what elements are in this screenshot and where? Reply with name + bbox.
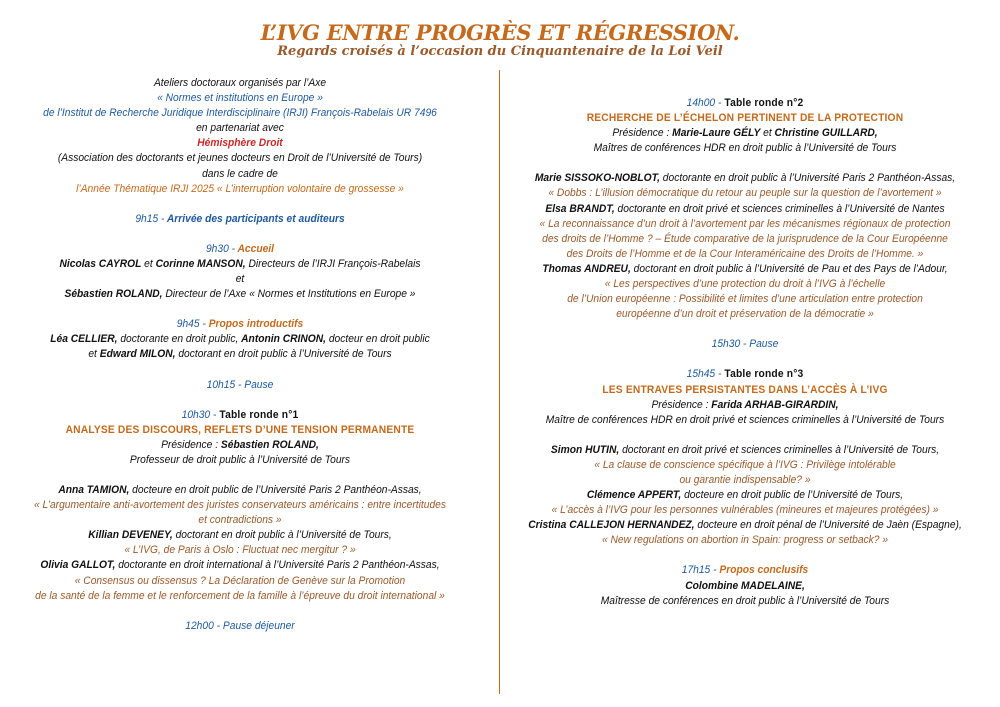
speaker-role: doctorant en droit public à l’Université de Pau et des Pays de l’Adour, — [630, 262, 948, 275]
left-column — [17, 76, 463, 634]
slot-time: 9h15 - — [135, 212, 165, 225]
slot-time: 14h00 - — [686, 97, 722, 109]
speaker-name: Olivia GALLOT, — [40, 559, 116, 572]
text: et — [88, 348, 100, 361]
speaker-role: Directeur de l’Axe « Normes et Institutions en Europe » — [162, 288, 416, 301]
speaker-name: Elsa BRANDT, — [545, 202, 615, 215]
speaker-name: Simon HUTIN, — [550, 443, 620, 456]
speaker-name: Colombine MADELAINE, — [685, 579, 805, 592]
talk-title: « L’argumentaire anti-avortement des juristes conservateurs américains : entre incertitudes — [34, 499, 446, 512]
intro-institute: de l’Institut de Recherche Juridique Interdisciplinaire (IRJI) François-Rabelais UR 7496 — [43, 107, 437, 120]
talk-title: européenne d’un droit et préservation de la démocratie » — [616, 308, 874, 321]
speaker-name: Sébastien ROLAND, — [220, 438, 319, 451]
speaker-role: Professeur de droit public à l’Université de Tours — [129, 453, 351, 466]
speaker-name: Marie-Laure GÉLY — [672, 127, 761, 140]
presidency-label: Présidence : — [612, 127, 673, 140]
speaker-name: Sébastien ROLAND, — [64, 288, 163, 301]
presidency-label: Présidence : — [651, 398, 712, 411]
slot-time: 9h30 - — [205, 242, 236, 255]
speaker-name: Corinne MANSON, — [155, 257, 246, 270]
right-column — [514, 96, 977, 609]
speaker-role: Maître de conférences HDR en droit privé et sciences criminelles à l’Université de Tours — [545, 413, 945, 426]
speaker-role: docteure en droit public de l’Université Paris 2 Panthéon-Assas, — [129, 483, 422, 496]
talk-title: « La clause de conscience spécifique à l’IVG : Privilège intolérable — [594, 458, 896, 471]
talk-title: « La reconnaissance d’un droit à l’avortement par les mécanismes régionaux de protection — [539, 217, 951, 230]
speaker-role: doctorant en droit public à l’Université de Tours — [175, 348, 392, 361]
speaker-name: Léa CELLIER, — [50, 333, 118, 346]
intro-line: en partenariat avec — [196, 122, 284, 135]
speaker-role: Maîtresse de conférences en droit public à l’Université de Tours — [600, 594, 890, 607]
intro-line: dans le cadre de — [202, 167, 278, 180]
speaker-name: Anna TAMION, — [58, 483, 130, 496]
speaker-role: docteur en droit public — [326, 333, 430, 346]
speaker-role: doctorante en droit public, — [117, 333, 242, 346]
slot-time: 10h30 - — [181, 408, 217, 421]
slot-time: 9h45 - — [176, 318, 206, 331]
lunch-slot: 12h00 - Pause déjeuner — [185, 619, 295, 632]
slot-label: Propos conclusifs — [716, 564, 809, 577]
speaker-name: Nicolas CAYROL — [59, 257, 142, 270]
talk-title: « Consensus ou dissensus ? La Déclaration de Genève sur la Promotion — [74, 574, 406, 587]
round-table-2 — [514, 96, 977, 111]
welcome-slot — [17, 242, 463, 257]
speaker-name: Thomas ANDREU, — [542, 262, 631, 275]
slot-label: Table ronde n°2 — [721, 97, 804, 109]
speaker-name: Marie SISSOKO-NOBLOT, — [534, 172, 660, 185]
talk-title: « L’IVG, de Paris à Oslo : Fluctuat nec mergitur ? » — [124, 544, 356, 557]
slot-label: Propos introductifs — [205, 318, 304, 331]
page-subtitle: Regards croisés à l’occasion du Cinquantenaire de la Loi Veil — [277, 44, 723, 59]
speaker-role: doctorant en droit privé et sciences criminelles à l’Université de Tours, — [619, 443, 940, 456]
talk-title: des droits de l’Homme ? – Étude comparative de la jurisprudence de la Cour Européenne — [542, 232, 948, 245]
speaker-role: Maîtres de conférences HDR en droit public à l’Université de Tours — [593, 142, 897, 155]
intro-line: Ateliers doctoraux organisés par l’Axe — [153, 77, 327, 89]
text: et — [760, 127, 775, 140]
speaker-name: Antonin CRINON, — [241, 333, 327, 346]
round-theme: RECHERCHE DE L’ÉCHELON PERTINENT DE LA PROTECTION — [586, 112, 904, 125]
intro-theme-year: l’Année Thématique IRJI 2025 « L’interruption volontaire de grossesse » — [76, 182, 404, 195]
speaker-name: Cristina CALLEJON HERNANDEZ, — [528, 519, 695, 532]
speaker-role: doctorant en droit public à l’Université de Tours, — [172, 529, 392, 542]
round-theme: ANALYSE DES DISCOURS, REFLETS D’UNE TENSION PERMANENTE — [65, 423, 415, 436]
speaker-role: doctorante en droit privé et sciences criminelles à l’Université de Nantes — [614, 202, 945, 215]
speaker-role: docteure en droit public de l’Université de Tours, — [681, 489, 904, 502]
presidency-label: Présidence : — [161, 438, 221, 451]
closing-slot — [514, 563, 977, 578]
page-title: L’IVG ENTRE PROGRÈS ET RÉGRESSION. — [260, 20, 740, 45]
talk-title: de la santé de la femme et le renforcement de la famille à l’épreuve du droit international » — [35, 589, 445, 602]
speaker-name: Clémence APPERT, — [586, 489, 682, 502]
break-slot: 10h15 - Pause — [206, 378, 274, 391]
speaker-role: doctorante en droit public à l’Université Paris 2 Panthéon-Assas, — [659, 172, 956, 185]
round-theme: LES ENTRAVES PERSISTANTES DANS L’ACCÈS À L’IVG — [602, 383, 888, 396]
speaker-role: Directeurs de l’IRJI François-Rabelais — [245, 257, 421, 270]
talk-title: « Les perspectives d’une protection du droit à l’IVG à l’échelle — [604, 278, 886, 291]
talk-title: « New regulations on abortion in Spain: progress or setback? » — [601, 534, 889, 547]
round-table-1 — [17, 408, 463, 423]
speaker-role: doctorante en droit international à l’Université Paris 2 Panthéon-Assas, — [115, 559, 440, 572]
slot-label: Accueil — [235, 242, 275, 255]
speaker-name: Christine GUILLARD, — [774, 127, 878, 140]
slot-time: 15h45 - — [686, 368, 722, 381]
speaker-role: docteure en droit pénal de l’Université de Jaèn (Espagne), — [694, 519, 962, 532]
speaker-name: Edward MILON, — [99, 348, 176, 361]
slot-label: Table ronde n°1 — [216, 408, 299, 421]
talk-title: et contradictions » — [198, 514, 282, 527]
column-divider — [499, 70, 500, 694]
speaker-name: Farida ARHAB-GIRARDIN, — [711, 398, 839, 411]
slot-time: 17h15 - — [681, 564, 717, 577]
round-table-3 — [514, 367, 977, 382]
talk-title: « Dobbs : L’illusion démocratique du retour au peuple sur la question de l’avortement » — [548, 187, 942, 200]
slot-label: Table ronde n°3 — [721, 368, 804, 381]
talk-title: ou garantie indispensable? » — [679, 473, 811, 486]
intro-line: (Association des doctorants et jeunes docteurs en Droit de l’Université de Tours) — [57, 152, 423, 165]
intro-partner: Hémisphère Droit — [197, 137, 283, 150]
talk-title: de l’Union européenne : Possibilité et limites d’une articulation entre protection — [567, 293, 923, 306]
conjunction: et — [235, 273, 245, 286]
break-slot: 15h30 - Pause — [711, 338, 779, 351]
talk-title: « L’accès à l’IVG pour les personnes vulnérables (mineures et majeures protégées) » — [551, 504, 939, 517]
slot-label: Arrivée des participants et auditeurs — [164, 212, 345, 225]
intro-axis: « Normes et institutions en Europe » — [157, 92, 323, 105]
talk-title: des Droits de l’Homme et de la Cour Interaméricaine des Droits de l’Homme. » — [566, 247, 924, 260]
intro-talks-slot — [17, 317, 463, 332]
arrival-slot — [17, 212, 463, 227]
text: et — [141, 257, 156, 270]
speaker-name: Killian DEVENEY, — [88, 529, 173, 542]
